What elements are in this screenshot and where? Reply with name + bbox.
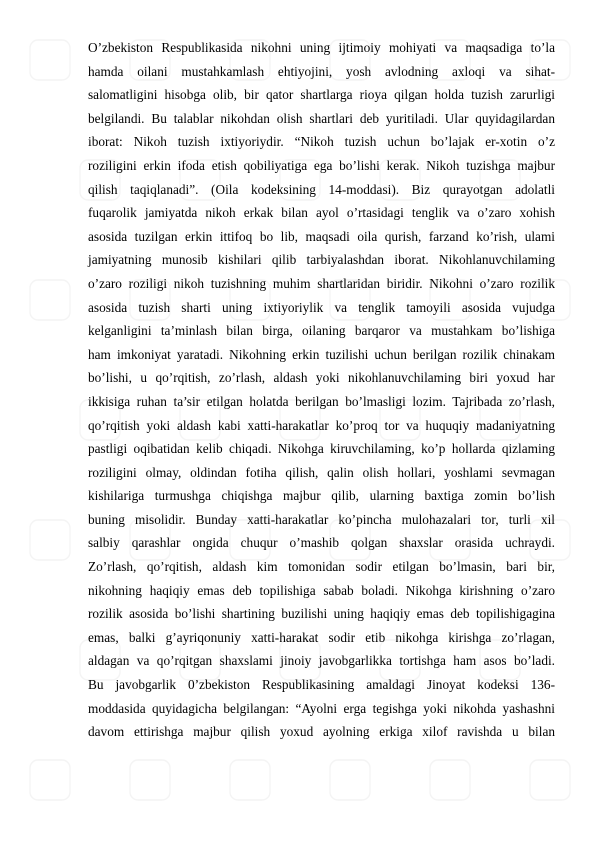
text-line-15: bo’lishi, u qo’rqitish, zo’rlash, aldash yoki nikohlanuvchilaming biri yoxud har [88,370,555,386]
text-line-18: pastligi oqibatidan kelib chiqadi. Nikohga kiruvchilaming, ko’p hollarda qizlaming [88,441,555,457]
text-line-23: Zo’rlash, qo’rqitish, aldash kim tomonidan sodir etilgan bo’lmasin, bari bir, [88,559,555,575]
text-line-25: rozilik asosida bo’lishi shartining buzilishi uning haqiqiy emas deb topilishigagina [88,606,555,622]
text-line-8: fuqarolik jamiyatda nikoh erkak bilan ayol o’rtasidagi tenglik va o’zaro xohish [88,205,555,221]
text-line-20: kishilariga turmushga chiqishga majbur qilib, ularning baxtiga zomin bo’lish [88,488,555,504]
text-line-5: iborat: Nikoh tuzish ixtiyoriydir. “Nikoh tuzish uchun bo’lajak er-xotin o’z [88,134,555,150]
text-line-14: ham imkoniyat yaratadi. Nikohning erkin tuzilishi uchun berilgan rozilik chinakam [88,346,555,362]
text-line-10: jamiyatning munosib kishilari qilib tarbiyalashdan iborat. Nikohlanuvchilaming [88,252,555,268]
text-line-29: moddasida quyidagicha belgilangan: “Ayolni erga tegishga yoki nikohda yashashni [88,700,555,716]
text-line-27: aldagan va qo’rqitgan shaxslami jinoiy javobgarlikka tortishga ham asos bo’ladi. [88,653,555,669]
text-line-22: salbiy qarashlar ongida chuqur o’mashib qolgan shaxslar orasida uchraydi. [88,535,555,551]
text-line-7: qilish taqiqlanadi”. (Oila kodeksining 14-moddasi). Biz qurayotgan adolatli [88,181,555,197]
text-line-24: nikohning haqiqiy emas deb topilishiga sabab boladi. Nikohga kirishning o’zaro [88,582,555,598]
text-line-16: ikkisiga ruhan ta’sir etilgan holatda berilgan bo’lmasligi lozim. Tajribada zo’rlash, [88,393,555,409]
text-line-28: Bu javobgarlik 0’zbekiston Respublikasining amaldagi Jinoyat kodeksi 136- [88,677,555,693]
text-line-2: hamda oilani mustahkamlash ehtiyojini, yosh avlodning axloqi va sihat- [88,63,555,79]
text-line-19: roziligini olmay, oldindan fotiha qilish, qalin olish hollari, yoshlami sevmagan [88,464,555,480]
text-line-13: kelganligini ta’minlash bilan birga, oilaning barqaror va mustahkam bo’lishiga [88,323,555,339]
text-line-12: asosida tuzish sharti uning ixtiyoriylik va tenglik tamoyili asosida vujudga [88,299,555,315]
text-line-9: asosida tuzilgan erkin ittifoq bo lib, maqsadi oila qurish, farzand ko’rish, ulami [88,228,555,244]
text-line-17: qo’rqitish yoki aldash kabi xatti-harakatlar ko’proq tor va huquqiy madaniyatning [88,417,555,433]
text-line-3: salomatligini hisobga olib, bir qator shartlarga rioya qilgan holda tuzish zarurligi [88,87,555,103]
text-line-30: davom ettirishga majbur qilish yoxud ayolning erkiga xilof ravishda u bilan [88,724,555,740]
text-line-26: emas, balki g’ayriqonuniy xatti-harakat sodir etib nikohga kirishga zo’rlagan, [88,629,555,645]
text-line-11: o’zaro roziligi nikoh tuzishning muhim shartlaridan biridir. Nikohni o’zaro rozilik [88,275,555,291]
text-line-6: roziligini erkin ifoda etish qobiliyatiga ega bo’lishi kerak. Nikoh tuzishga majbur [88,157,555,173]
text-line-1: O’zbekiston Respublikasida nikohni uning ijtimoiy mohiyati va maqsadiga to’la [88,40,555,55]
document-body [88,36,555,744]
text-line-21: buning misolidir. Bunday xatti-harakatlar ko’pincha mulohazalari tor, turli xil [88,511,555,527]
text-line-4: belgilandi. Bu talablar nikohdan olish shartlari deb yuritiladi. Ular quyidagilardan [88,110,555,126]
